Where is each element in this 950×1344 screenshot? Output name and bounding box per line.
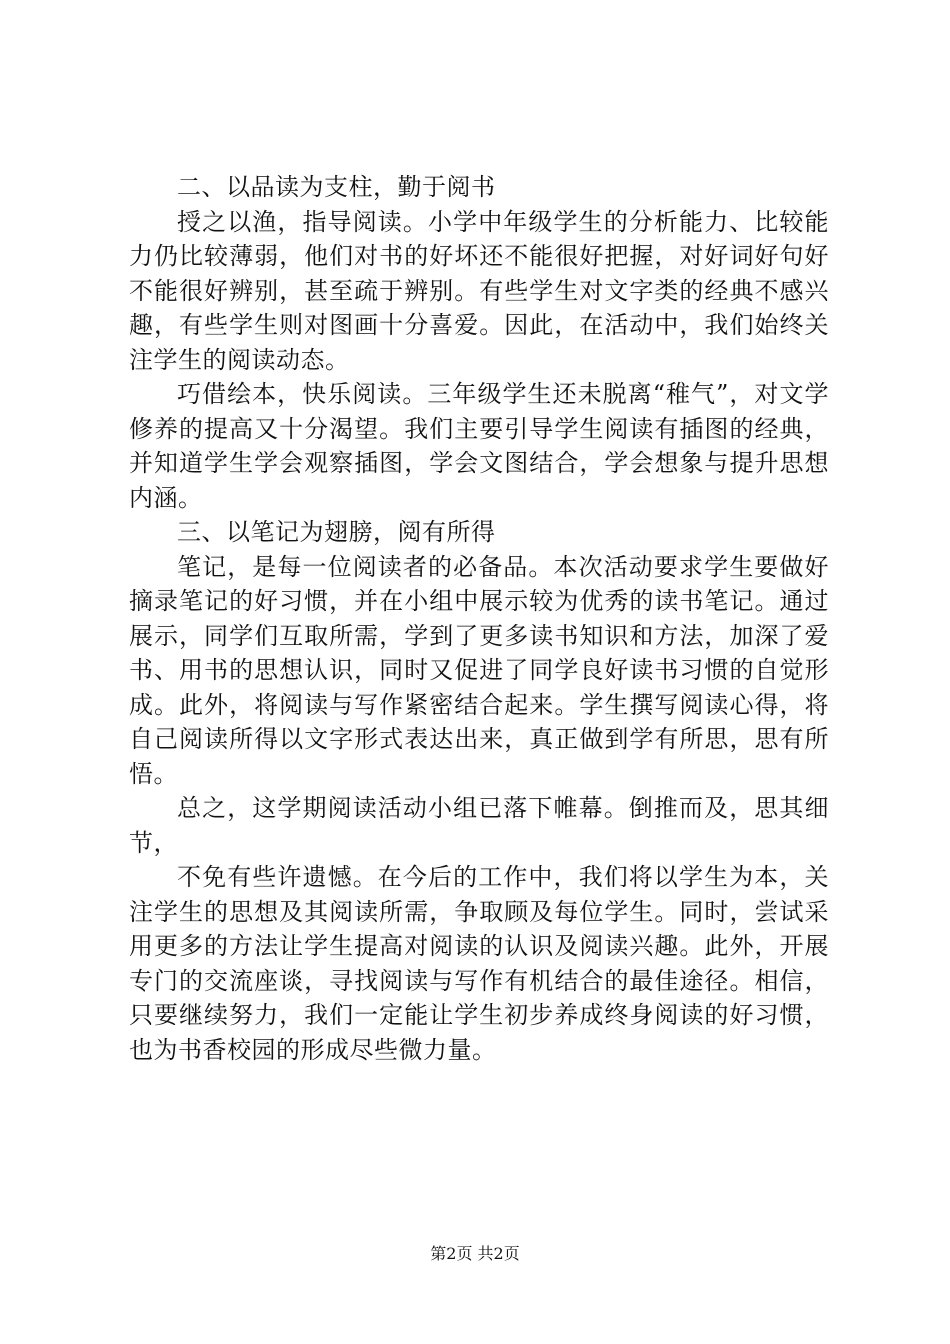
section-heading: 三、以笔记为翅膀，阅有所得 <box>177 518 496 546</box>
section-heading: 二、以品读为支柱，勤于阅书 <box>177 173 496 201</box>
paragraph: 不免有些许遗憾。在今后的工作中，我们将以学生为本，关注学生的思想及其阅读所需，争取顾及每位学生。同时，尝试采用更多的方法让学生提高对阅读的认识及阅读兴趣。此外，开展专门的交流座谈，寻找阅读与写作有机结合的最佳途径。相信，只要继续努力，我们一定能让学生初步养成终身阅读的好习惯，也为书香校园的形成尽些微力量。 <box>129 863 829 1064</box>
page-number-footer: 第2页 共2页 <box>430 1244 520 1263</box>
paragraph: 巧借绘本，快乐阅读。三年级学生还未脱离“稚气”，对文学修养的提高又十分渴望。我们主要引导学生阅读有插图的经典，并知道学生学会观察插图，学会文图结合，学会想象与提升思想内涵。 <box>129 380 829 512</box>
document-body <box>129 170 829 1067</box>
paragraph: 总之，这学期阅读活动小组已落下帷幕。倒推而及，思其细节， <box>129 794 829 857</box>
paragraph: 授之以渔，指导阅读。小学中年级学生的分析能力、比较能力仍比较薄弱，他们对书的好坏还不能很好把握，对好词好句好不能很好辨别，甚至疏于辨别。有些学生对文字类的经典不感兴趣，有些学生则对图画十分喜爱。因此，在活动中，我们始终关注学生的阅读动态。 <box>129 207 829 374</box>
paragraph: 笔记，是每一位阅读者的必备品。本次活动要求学生要做好摘录笔记的好习惯，并在小组中展示较为优秀的读书笔记。通过展示，同学们互取所需，学到了更多读书知识和方法，加深了爱书、用书的思想认识，同时又促进了同学良好读书习惯的自觉形成。此外，将阅读与写作紧密结合起来。学生撰写阅读心得，将自己阅读所得以文字形式表达出来，真正做到学有所思，思有所悟。 <box>129 552 829 788</box>
